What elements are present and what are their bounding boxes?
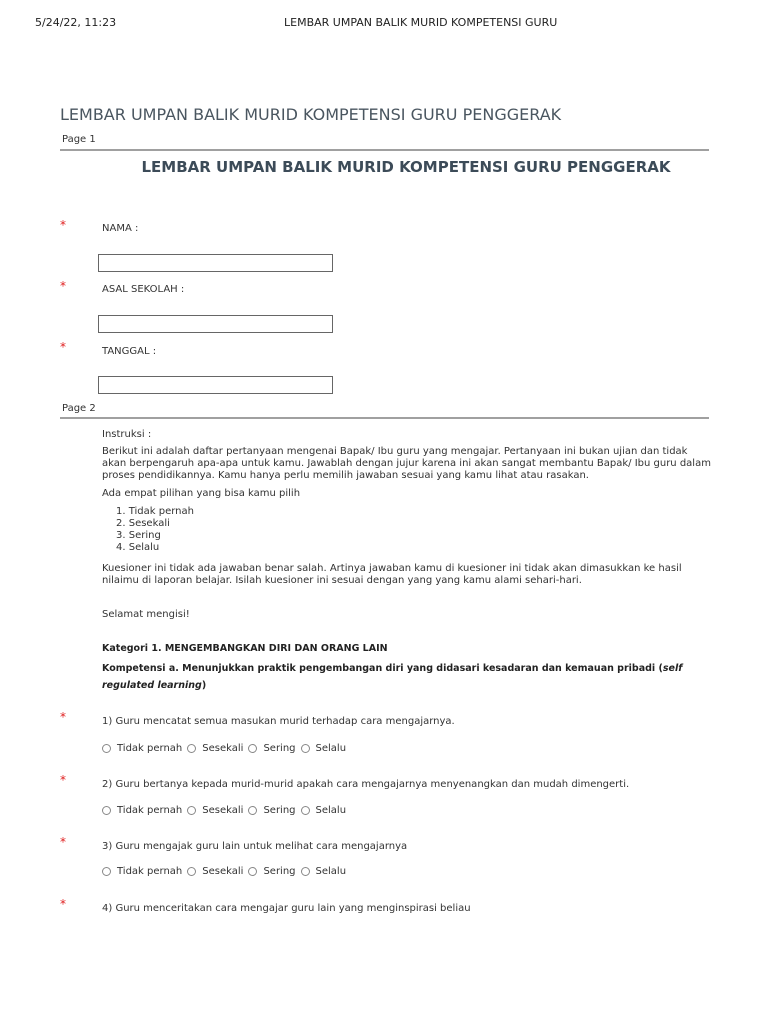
question-4 — [102, 903, 471, 914]
option-label: Sesekali — [202, 743, 244, 754]
option-label: Sesekali — [202, 866, 244, 877]
question-1-options — [102, 743, 351, 754]
question-number: 3) — [102, 841, 113, 852]
question-3 — [102, 841, 407, 852]
question-2 — [102, 779, 629, 790]
option-tidak-pernah[interactable] — [102, 866, 182, 877]
choices-intro: Ada empat pilihan yang bisa kamu pilih — [102, 488, 301, 499]
required-marker: * — [60, 340, 66, 354]
page-2-divider — [60, 417, 709, 419]
option-label: Sering — [263, 743, 296, 754]
option-label: Selalu — [315, 805, 347, 816]
required-marker: * — [60, 773, 66, 787]
required-marker: * — [60, 897, 66, 911]
radio-button[interactable] — [248, 744, 257, 753]
tanggal-label: TANGGAL : — [102, 346, 157, 357]
option-sering[interactable] — [248, 805, 295, 816]
page-2-label: Page 2 — [62, 403, 96, 414]
competency-text: Kompetensi a. Menunjukkan praktik pengembangan diri yang didasari kesadaran dan kemauan pribadi ( — [102, 663, 663, 674]
instruction-body: Berikut ini adalah daftar pertanyaan mengenai Bapak/ Ibu guru yang mengajar. Pertanyaan ini bukan ujian dan tidak akan berpengaruh apa-apa untuk kamu. Jawablah dengan jujur karena ini akan sangat membantu Bapak/ Ibu guru dalam proses pendidikannya. Kamu hanya perlu memilih jawaban sesuai yang kamu lihat atau rasakan. — [102, 446, 711, 481]
instruction-title: Instruksi : — [102, 429, 152, 440]
list-item: 4. Selalu — [116, 542, 160, 553]
asal-sekolah-label: ASAL SEKOLAH : — [102, 284, 185, 295]
page-heading: LEMBAR UMPAN BALIK MURID KOMPETENSI GURU PENGGERAK — [141, 158, 671, 176]
question-2-options — [102, 805, 351, 816]
greeting: Selamat mengisi! — [102, 609, 190, 620]
asal-sekolah-input[interactable] — [98, 315, 333, 333]
option-sering[interactable] — [248, 743, 295, 754]
question-text: Guru bertanya kepada murid-murid apakah cara mengajarnya menyenangkan dan mudah dimengerti. — [115, 779, 630, 790]
option-label: Tidak pernah — [117, 743, 183, 754]
option-label: Selalu — [315, 743, 347, 754]
radio-button[interactable] — [301, 867, 310, 876]
option-label: Tidak pernah — [117, 805, 183, 816]
page-1-label: Page 1 — [62, 134, 96, 145]
radio-button[interactable] — [102, 744, 111, 753]
question-1 — [102, 716, 455, 727]
question-text: Guru mengajak guru lain untuk melihat cara mengajarnya — [115, 841, 408, 852]
question-text: Guru mencatat semua masukan murid terhadap cara mengajarnya. — [115, 716, 455, 727]
competency-italic: self regulated learning — [102, 663, 683, 691]
competency-close: ) — [201, 680, 207, 691]
radio-button[interactable] — [301, 806, 310, 815]
list-item: 1. Tidak pernah — [116, 506, 194, 517]
option-tidak-pernah[interactable] — [102, 805, 182, 816]
option-selalu[interactable] — [301, 866, 347, 877]
option-label: Sering — [263, 805, 296, 816]
competency-heading — [102, 660, 712, 694]
question-number: 4) — [102, 903, 113, 914]
page-1-divider — [60, 149, 709, 151]
question-number: 1) — [102, 716, 113, 727]
nama-input[interactable] — [98, 254, 333, 272]
required-marker: * — [60, 835, 66, 849]
option-label: Selalu — [315, 866, 347, 877]
radio-button[interactable] — [301, 744, 310, 753]
choices-list — [116, 506, 194, 554]
option-label: Tidak pernah — [117, 866, 183, 877]
radio-button[interactable] — [187, 806, 196, 815]
required-marker: * — [60, 218, 66, 232]
nama-label: NAMA : — [102, 223, 139, 234]
question-3-options — [102, 866, 351, 877]
option-sesekali[interactable] — [187, 743, 243, 754]
option-label: Sering — [263, 866, 296, 877]
question-text: Guru menceritakan cara mengajar guru lain yang menginspirasi beliau — [115, 903, 471, 914]
survey-title: LEMBAR UMPAN BALIK MURID KOMPETENSI GURU PENGGERAK — [60, 105, 562, 124]
option-sering[interactable] — [248, 866, 295, 877]
questionnaire-note: Kuesioner ini tidak ada jawaban benar salah. Artinya jawaban kamu di kuesioner ini tidak akan dimasukkan ke hasil nilaimu di laporan belajar. Isilah kuesioner ini sesuai dengan yang yang kamu alami sehari-hari. — [102, 563, 682, 586]
radio-button[interactable] — [187, 744, 196, 753]
required-marker: * — [60, 279, 66, 293]
question-number: 2) — [102, 779, 113, 790]
option-sesekali[interactable] — [187, 805, 243, 816]
print-datetime: 5/24/22, 11:23 — [35, 16, 117, 29]
list-item: 3. Sering — [116, 530, 161, 541]
radio-button[interactable] — [248, 867, 257, 876]
category-heading: Kategori 1. MENGEMBANGKAN DIRI DAN ORANG LAIN — [102, 643, 388, 654]
option-selalu[interactable] — [301, 743, 347, 754]
option-tidak-pernah[interactable] — [102, 743, 182, 754]
radio-button[interactable] — [248, 806, 257, 815]
radio-button[interactable] — [102, 867, 111, 876]
option-selalu[interactable] — [301, 805, 347, 816]
radio-button[interactable] — [187, 867, 196, 876]
tanggal-input[interactable] — [98, 376, 333, 394]
option-sesekali[interactable] — [187, 866, 243, 877]
list-item: 2. Sesekali — [116, 518, 170, 529]
required-marker: * — [60, 710, 66, 724]
print-doc-title: LEMBAR UMPAN BALIK MURID KOMPETENSI GURU — [284, 16, 558, 29]
option-label: Sesekali — [202, 805, 244, 816]
radio-button[interactable] — [102, 806, 111, 815]
